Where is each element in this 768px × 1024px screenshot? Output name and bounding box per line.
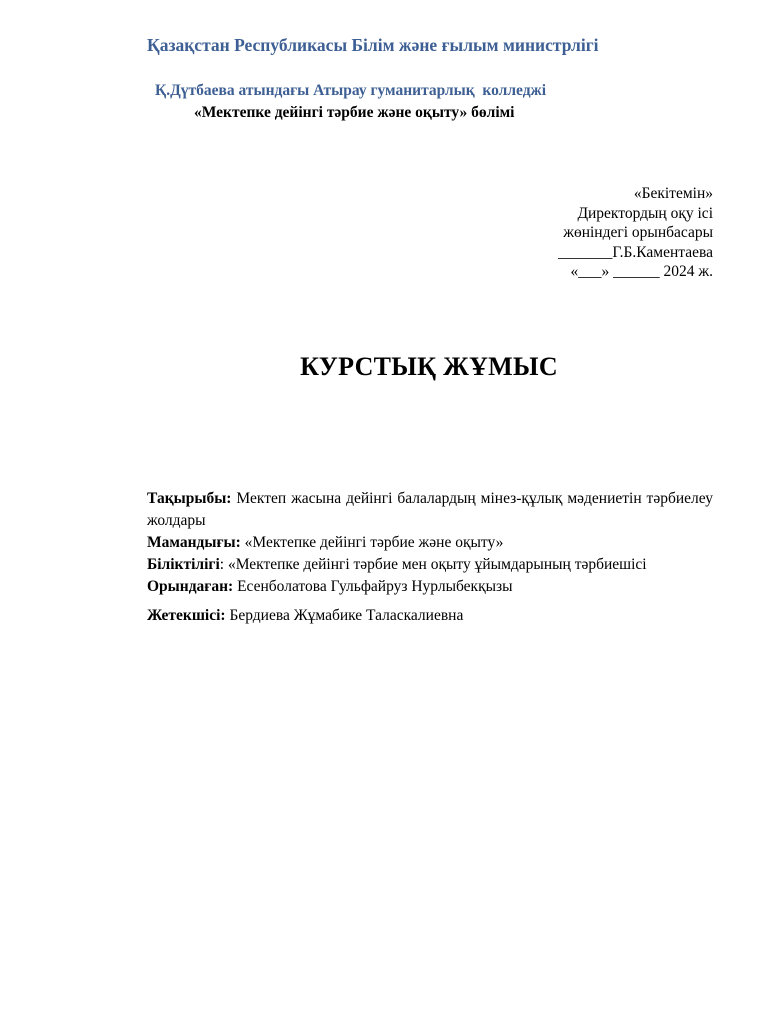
author-row [147, 576, 713, 598]
approval-line-approve: «Бекітемін» [633, 185, 713, 202]
author-label: Орындаған: [147, 578, 234, 595]
qualification-value: : «Мектепке дейінгі тәрбие мен оқыту ұйымдарының тәрбиешісі [219, 556, 647, 573]
specialty-label: Мамандығы: [147, 534, 241, 551]
supervisor-value: Бердиева Жұмабике Таласкалиевна [225, 607, 464, 624]
qualification-label: Біліктілігі [147, 556, 220, 573]
approval-block [413, 184, 713, 282]
department-heading: «Мектепке дейінгі тәрбие және оқыту» бөлімі [194, 104, 515, 121]
supervisor-row [147, 605, 713, 627]
topic-value: Мектеп жасына дейінгі балалардың мінез-құлық мәдениетін тәрбиелеу жолдары [147, 490, 713, 529]
approval-line-signature: _______Г.Б.Каментаева [558, 243, 713, 261]
approval-line-position: Директордың оқу ісі [577, 204, 713, 222]
specialty-row [147, 532, 713, 554]
topic-label: Тақырыбы: [147, 490, 232, 507]
document-title: КУРСТЫҚ ЖҰМЫС [300, 352, 558, 381]
specialty-value: «Мектепке дейінгі тәрбие және оқыту» [240, 534, 504, 551]
ministry-heading: Қазақстан Республикасы Білім және ғылым министрлігі [147, 35, 599, 55]
approval-line-position-cont: жөніндегі орынбасары [563, 224, 713, 242]
topic-row [147, 488, 713, 532]
approval-line-date: «___» ______ 2024 ж. [570, 263, 713, 281]
college-heading: Қ.Дүтбаева атындағы Атырау гуманитарлық колледжі [155, 82, 547, 99]
supervisor-label: Жетекшісі: [147, 607, 226, 624]
details-block [147, 488, 713, 627]
author-value: Есенболатова Гульфайруз Нурлыбекқызы [233, 578, 513, 595]
qualification-row [147, 554, 713, 576]
